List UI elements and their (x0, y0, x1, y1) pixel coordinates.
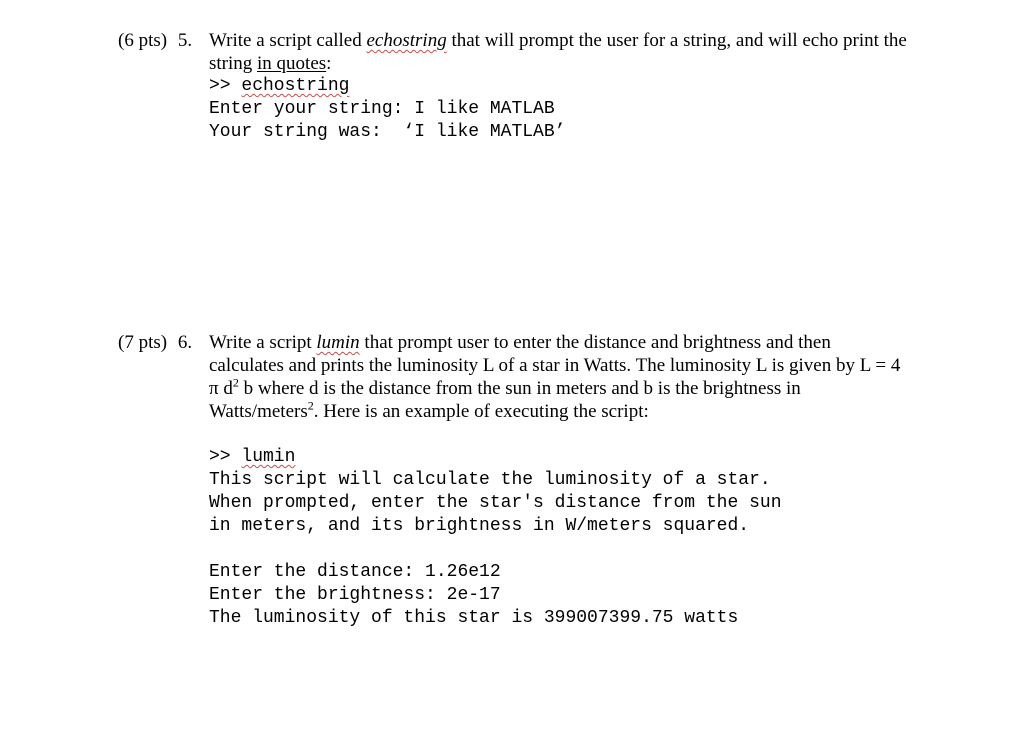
problem-6-input-line-2: Enter the brightness: 2e-17 (209, 585, 501, 605)
problem-5-command: echostring (241, 76, 350, 96)
problem-6-result-line: The luminosity of this star is 399007399.75 watts (209, 608, 739, 628)
problem-5-description (209, 29, 909, 75)
problem-6-points: (7 pts) (118, 332, 168, 353)
problem-6-script-name: lumin (316, 332, 360, 353)
problem-6-description (209, 331, 904, 423)
problem-6-desc-pre: Write a script (209, 332, 317, 353)
problem-5-desc-mid: that will prompt the user for a string, and will echo print the string (209, 30, 907, 74)
problem-6-command: lumin (241, 447, 296, 467)
problem-5-output-line-1: Enter your string: I like MATLAB (209, 99, 555, 119)
problem-5-desc-post: : (326, 53, 332, 74)
problem-5-desc-pre: Write a script called (209, 30, 367, 51)
problem-6-label (118, 331, 192, 354)
problem-6-gap-2 (209, 538, 904, 561)
problem-5-desc-underlined: in quotes (257, 53, 327, 74)
problem-5-number: 5. (177, 30, 193, 51)
problem-6-desc-mid: that prompt user to enter the distance and brightness and then calculates and prints the luminosity L of a star in Watts. The luminosity L is given by L = 4 π d (209, 332, 901, 399)
problem-6-prompt: >> (209, 447, 242, 467)
problem-6-body (209, 331, 904, 630)
problem-6-sup-2: 2 (307, 398, 314, 413)
problem-5-body (209, 29, 909, 144)
problem-5-label (118, 29, 192, 52)
problem-6-number: 6. (177, 332, 193, 353)
problem-6-desc-mid2: b where d is the distance from the sun in meters and b is the brightness in Watts/meters (209, 378, 801, 422)
problem-5-script-name: echostring (366, 30, 447, 51)
problem-6-info-line-2: When prompted, enter the star's distance from the sun (209, 493, 782, 513)
problem-6-info-line-1: This script will calculate the luminosity of a star. (209, 470, 771, 490)
problem-5-prompt: >> (209, 76, 242, 96)
problem-6-info-line-3: in meters, and its brightness in W/meters squared. (209, 516, 750, 536)
problem-6-desc-post: . Here is an example of executing the script: (313, 401, 649, 422)
problem-5-command-line (209, 75, 909, 98)
problem-6-command-line (209, 446, 904, 469)
problem-5-points: (6 pts) (118, 30, 168, 51)
problem-6-input-line-1: Enter the distance: 1.26e12 (209, 562, 501, 582)
problem-6-gap-1 (209, 423, 904, 446)
problem-5-output-line-2: Your string was: ‘I like MATLAB’ (209, 122, 566, 142)
problem-6-sup-1: 2 (232, 375, 239, 390)
